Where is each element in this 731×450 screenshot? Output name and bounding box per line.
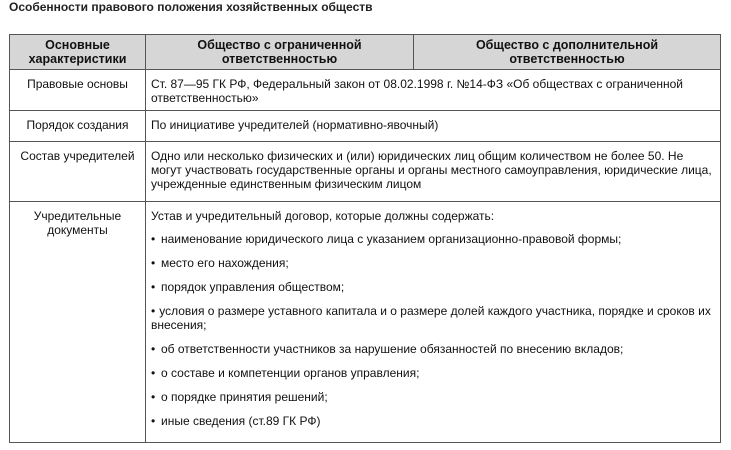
table-header-row	[10, 35, 721, 70]
row-label-founders: Состав учредителей	[10, 142, 146, 202]
list-item: • наименование юридического лица с указанием организационно-правовой формы;	[151, 232, 622, 246]
bullet-icon: •	[151, 256, 156, 270]
row-value-creation: По инициативе учредителей (нормативно-явочный)	[146, 111, 721, 142]
list-item: • о составе и компетенции органов управления;	[151, 366, 420, 380]
bullet-icon: •	[151, 342, 156, 356]
row-label-legal-basis: Правовые основы	[10, 70, 146, 111]
page-title: Особенности правового положения хозяйственных обществ	[9, 0, 373, 14]
list-item: • место его нахождения;	[151, 256, 289, 270]
bullet-icon: •	[151, 304, 156, 318]
table-row	[10, 202, 721, 443]
bullet-icon: •	[151, 280, 156, 294]
list-item: • об ответственности участников за нарушение обязанностей по внесению вкладов;	[151, 342, 624, 356]
list-item: • о порядке принятия решений;	[151, 390, 328, 404]
table-row	[10, 70, 721, 111]
bullet-icon: •	[151, 390, 156, 404]
characteristics-table	[9, 34, 721, 443]
table-row	[10, 111, 721, 142]
row-value-legal-basis: Ст. 87—95 ГК РФ, Федеральный закон от 08.02.1998 г. №14-ФЗ «Об обществах с ограниченной ответственностью»	[146, 70, 721, 111]
documents-list	[151, 232, 714, 428]
bullet-icon: •	[151, 232, 156, 246]
row-value-founders: Одно или несколько физических и (или) юридических лиц общим количеством не более 50. Не могут участвовать государственные органы и органы местного самоуправления, юридические лица, учрежденные единственным физическим лицом	[146, 142, 721, 202]
list-item: • иные сведения (ст.89 ГК РФ)	[151, 414, 321, 428]
row-label-documents: Учредительные документы	[10, 202, 146, 443]
bullet-icon: •	[151, 414, 156, 428]
row-label-creation: Порядок создания	[10, 111, 146, 142]
list-item: • порядок управления обществом;	[151, 280, 345, 294]
bullet-icon: •	[151, 366, 156, 380]
list-item: • условия о размере уставного капитала и о размере долей каждого участника, порядке и сроков их внесения;	[151, 304, 711, 332]
header-alc: Общество с дополнительной ответственностью	[414, 35, 721, 70]
header-characteristics: Основные характеристики	[10, 35, 146, 70]
header-llc: Общество с ограниченной ответственностью	[146, 35, 414, 70]
documents-intro: Устав и учредительный договор, которые должны содержать:	[151, 209, 495, 223]
row-value-documents	[146, 202, 721, 443]
table-row	[10, 142, 721, 202]
